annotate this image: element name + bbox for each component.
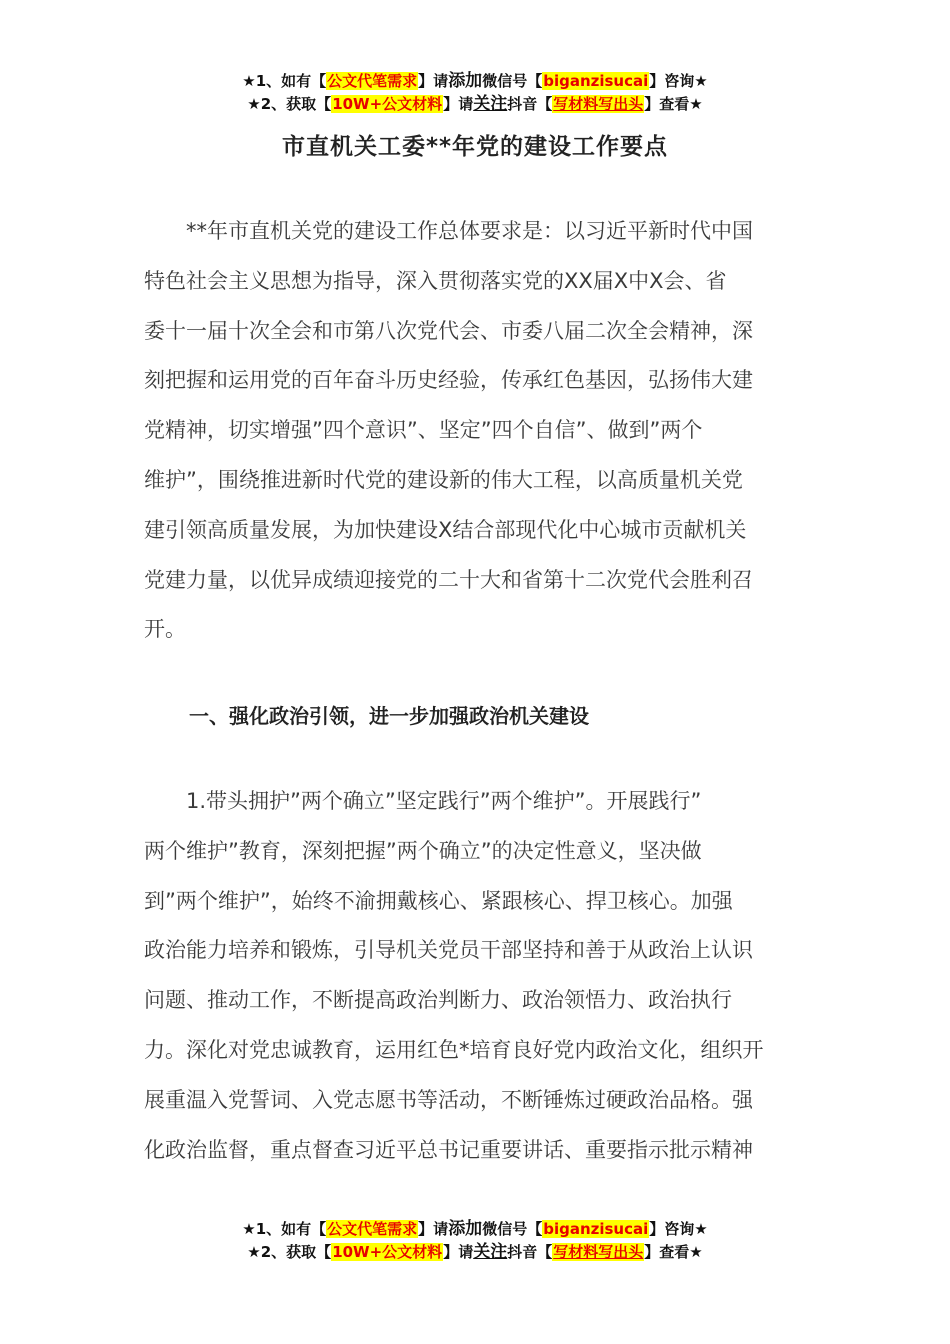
paragraph-line: 刻把握和运用党的百年奋斗历史经验，传承红色基因，弘扬伟大建 bbox=[144, 368, 753, 393]
banner-text: 】请 bbox=[443, 1243, 474, 1261]
highlight-materials: 10W+公文材料 bbox=[332, 95, 443, 113]
paragraph-line: 党建力量，以优异成绩迎接党的二十大和省第十二次党代会胜利召 bbox=[144, 567, 753, 592]
banner-line-1 bbox=[0, 70, 950, 93]
highlight-materials: 10W+公文材料 bbox=[332, 1243, 443, 1261]
banner-emphasis: 添加 bbox=[448, 1219, 483, 1239]
banner-text: 微信号【 bbox=[482, 72, 543, 90]
banner-text: 】请 bbox=[418, 1220, 449, 1238]
banner-text: ★2、获取【 bbox=[247, 1243, 332, 1261]
highlight-douyin: 写材料写出头 bbox=[553, 95, 644, 113]
paragraph-line: 化政治监督，重点督查习近平总书记重要讲话、重要指示批示精神 bbox=[144, 1137, 753, 1162]
banner-line-2 bbox=[0, 1241, 950, 1264]
paragraph-line: 特色社会主义思想为指导，深入贯彻落实党的XX届X中X会、省 bbox=[144, 268, 727, 293]
paragraph-line: 委十一届十次全会和市第八次党代会、市委八届二次全会精神，深 bbox=[144, 318, 753, 343]
banner-text: 】请 bbox=[443, 95, 474, 113]
paragraph-line: **年市直机关党的建设工作总体要求是：以习近平新时代中国 bbox=[144, 219, 753, 243]
promo-banner-bottom bbox=[0, 1218, 950, 1264]
paragraph-line: 开。 bbox=[144, 617, 186, 642]
section-heading: 一、强化政治引领，进一步加强政治机关建设 bbox=[189, 704, 589, 728]
paragraph-line: 力。深化对党忠诚教育，运用红色*培育良好党内政治文化，组织开 bbox=[144, 1037, 764, 1062]
section1-paragraph bbox=[144, 777, 804, 1175]
highlight-wechat-id: biganzisucai bbox=[543, 1220, 649, 1238]
promo-banner-top bbox=[0, 70, 950, 116]
banner-emphasis: 关注 bbox=[473, 94, 508, 114]
banner-text: 】查看★ bbox=[644, 95, 703, 113]
banner-text: 】查看★ bbox=[644, 1243, 703, 1261]
banner-text: 抖音【 bbox=[507, 95, 553, 113]
highlight-ghostwriting: 公文代笔需求 bbox=[327, 1220, 418, 1238]
banner-text: ★2、获取【 bbox=[247, 95, 332, 113]
banner-emphasis: 添加 bbox=[448, 71, 483, 91]
paragraph-line: 政治能力培养和锻炼，引导机关党员干部坚持和善于从政治上认识 bbox=[144, 938, 753, 963]
banner-emphasis: 关注 bbox=[473, 1242, 508, 1262]
highlight-ghostwriting: 公文代笔需求 bbox=[327, 72, 418, 90]
banner-text: 】咨询★ bbox=[649, 1220, 708, 1238]
banner-text: 抖音【 bbox=[507, 1243, 553, 1261]
banner-line-2 bbox=[0, 93, 950, 116]
paragraph-line: 1.带头拥护”两个确立”坚定践行”两个维护”。开展践行” bbox=[144, 789, 702, 813]
paragraph-line: 到”两个维护”，始终不渝拥戴核心、紧跟核心、捍卫核心。加强 bbox=[144, 888, 733, 913]
paragraph-line: 问题、推动工作，不断提高政治判断力、政治领悟力、政治执行 bbox=[144, 988, 732, 1013]
banner-text: 】请 bbox=[418, 72, 449, 90]
paragraph-line: 两个维护”教育，深刻把握”两个确立”的决定性意义，坚决做 bbox=[144, 838, 702, 863]
banner-line-1 bbox=[0, 1218, 950, 1241]
paragraph-line: 维护”，围绕推进新时代党的建设新的伟大工程，以高质量机关党 bbox=[144, 467, 743, 492]
banner-text: ★1、如有【 bbox=[242, 1220, 327, 1238]
paragraph-line: 建引领高质量发展，为加快建设X结合部现代化中心城市贡献机关 bbox=[144, 517, 747, 542]
document-title: 市直机关工委**年党的建设工作要点 bbox=[281, 134, 669, 160]
banner-text: 】咨询★ bbox=[649, 72, 708, 90]
paragraph-line: 党精神，切实增强”四个意识”、坚定”四个自信”、做到”两个 bbox=[144, 418, 703, 443]
banner-text: ★1、如有【 bbox=[242, 72, 327, 90]
highlight-wechat-id: biganzisucai bbox=[543, 72, 649, 90]
highlight-douyin: 写材料写出头 bbox=[553, 1243, 644, 1261]
paragraph-line: 展重温入党誓词、入党志愿书等活动，不断锤炼过硬政治品格。强 bbox=[144, 1087, 753, 1112]
banner-text: 微信号【 bbox=[482, 1220, 543, 1238]
intro-paragraph bbox=[144, 207, 804, 655]
